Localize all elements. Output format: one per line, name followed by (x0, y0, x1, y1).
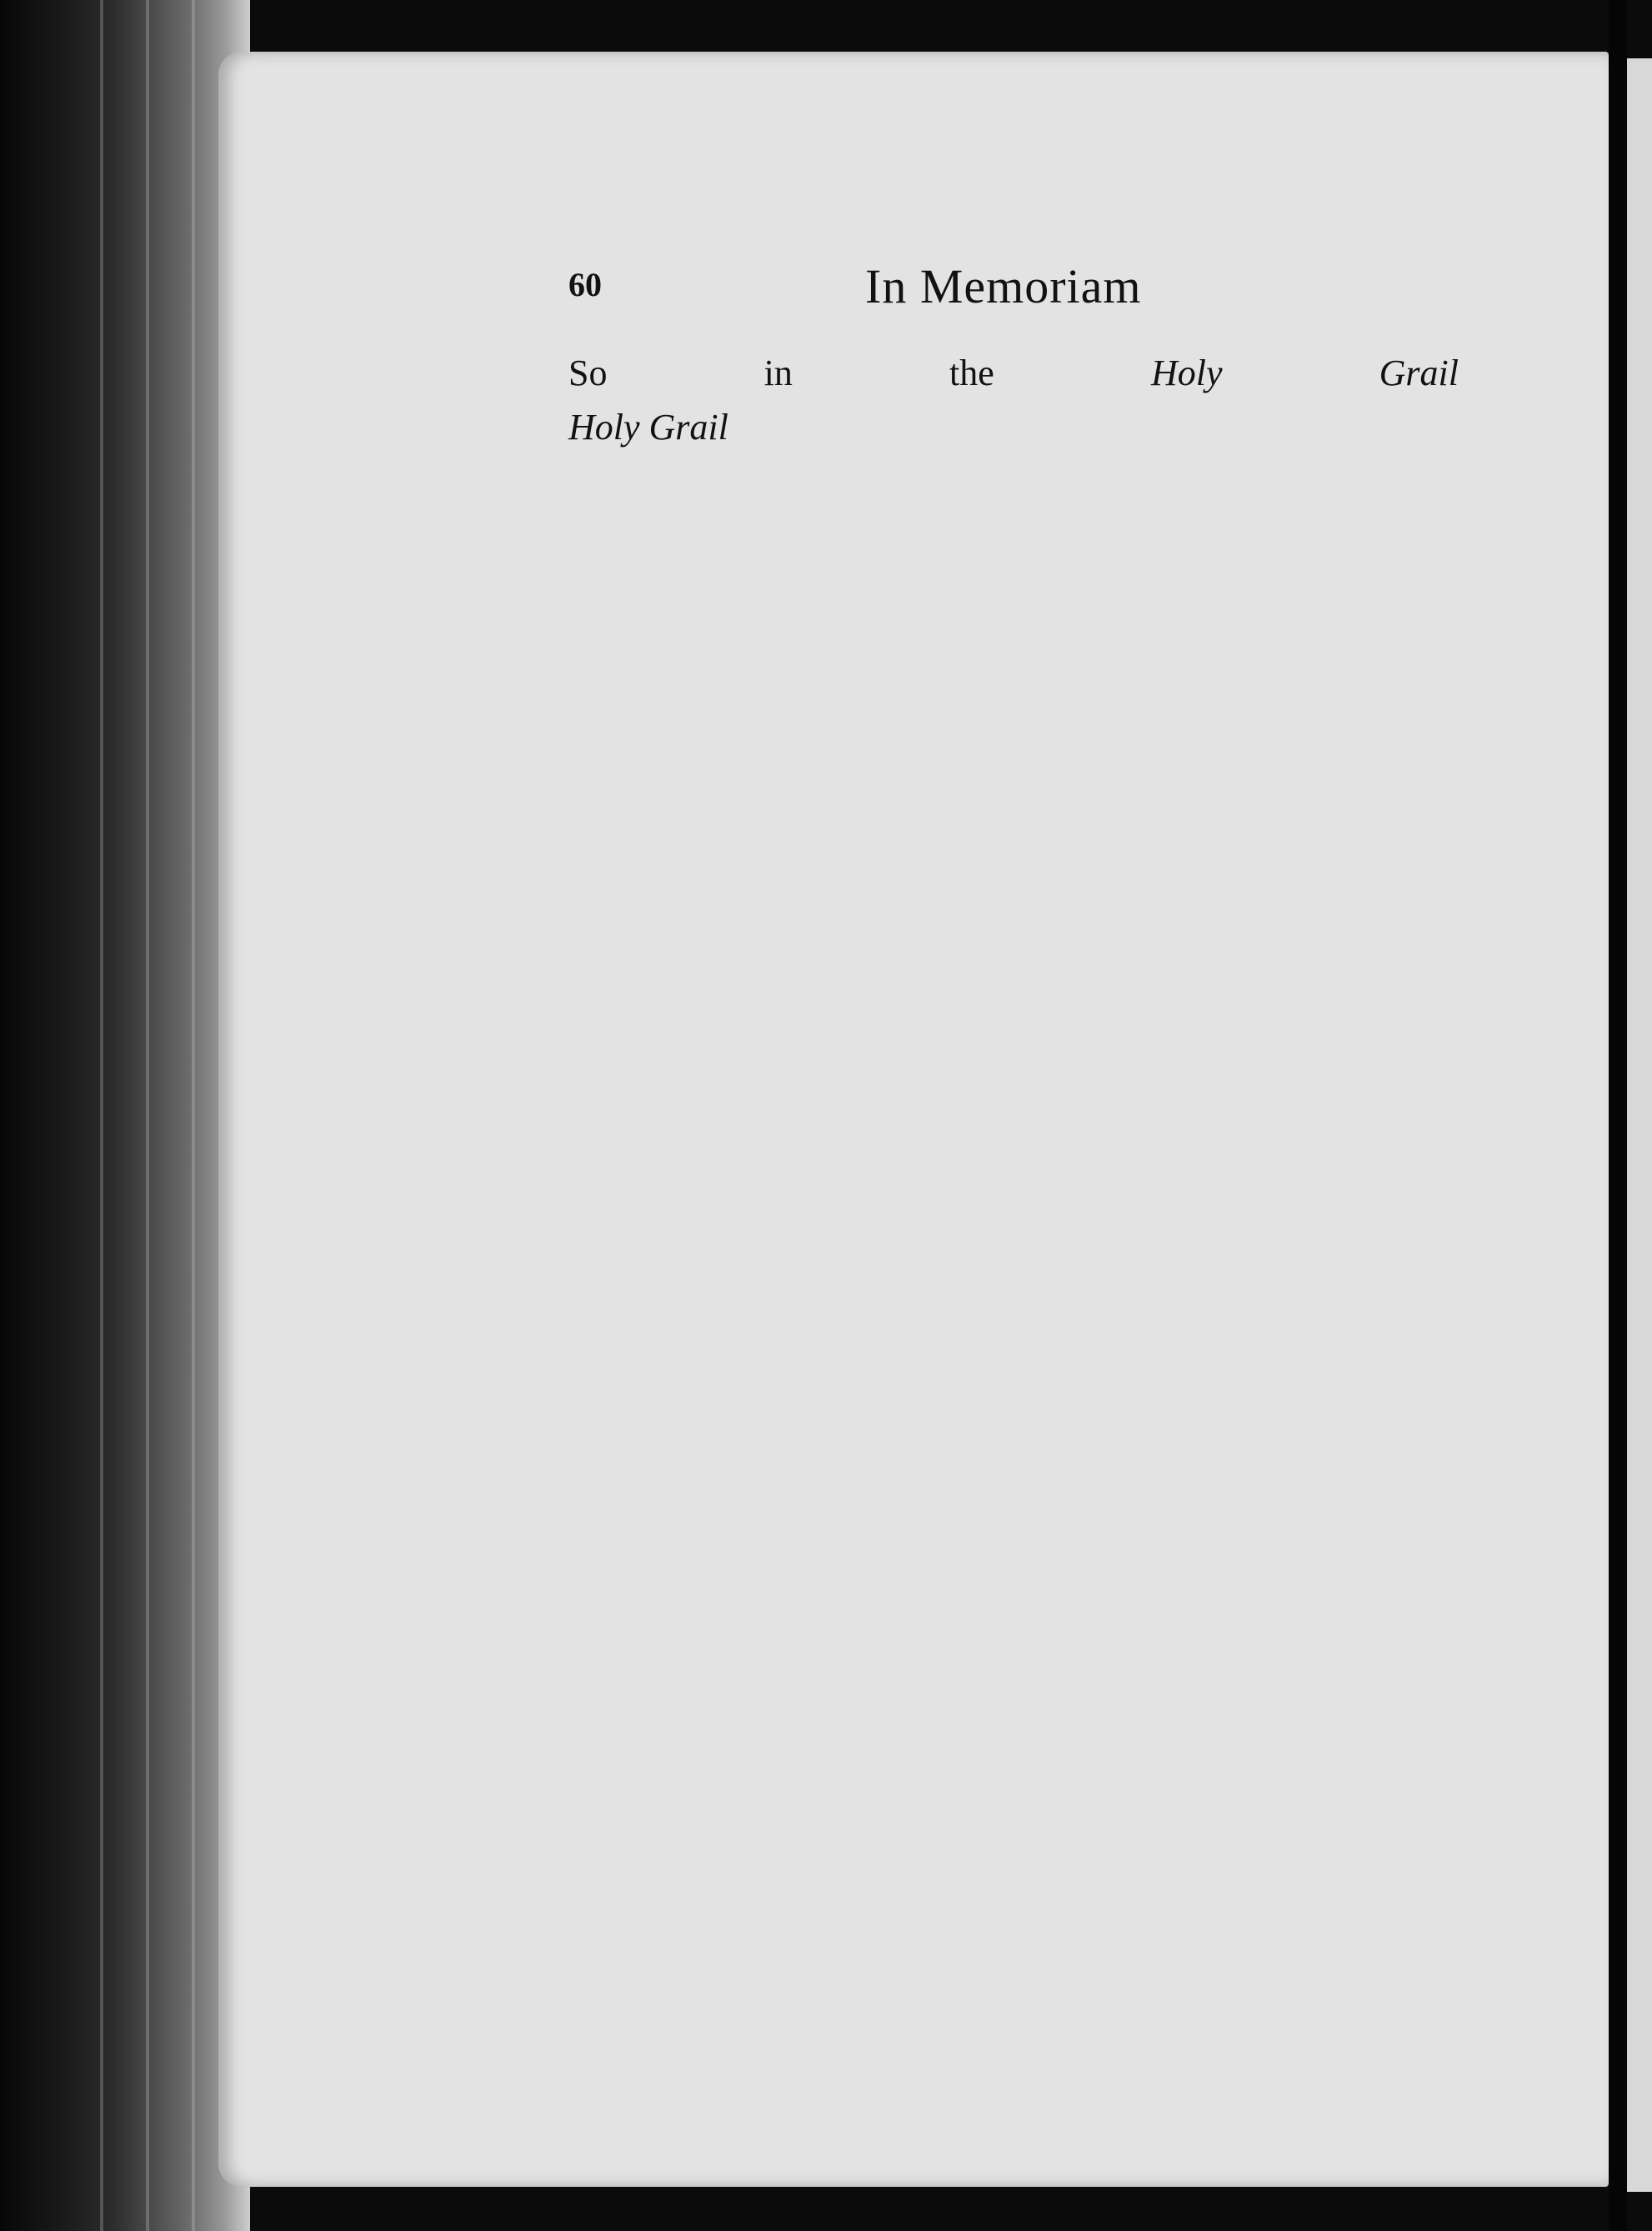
next-page-edge (1627, 58, 1652, 2192)
page-number: 60 (568, 266, 602, 303)
paragraph-line: So in the Holy Grail (568, 353, 1459, 393)
work-title: Holy Grail (1150, 353, 1459, 393)
book-spine (0, 0, 250, 2231)
running-title: In Memoriam (865, 259, 1142, 313)
spine-streak (146, 0, 149, 2231)
work-title: Holy Grail (568, 407, 728, 448)
spine-streak (192, 0, 195, 2231)
spine-streak (100, 0, 103, 2231)
paragraph-1 (568, 346, 1459, 454)
page-gutter (1609, 0, 1627, 2231)
